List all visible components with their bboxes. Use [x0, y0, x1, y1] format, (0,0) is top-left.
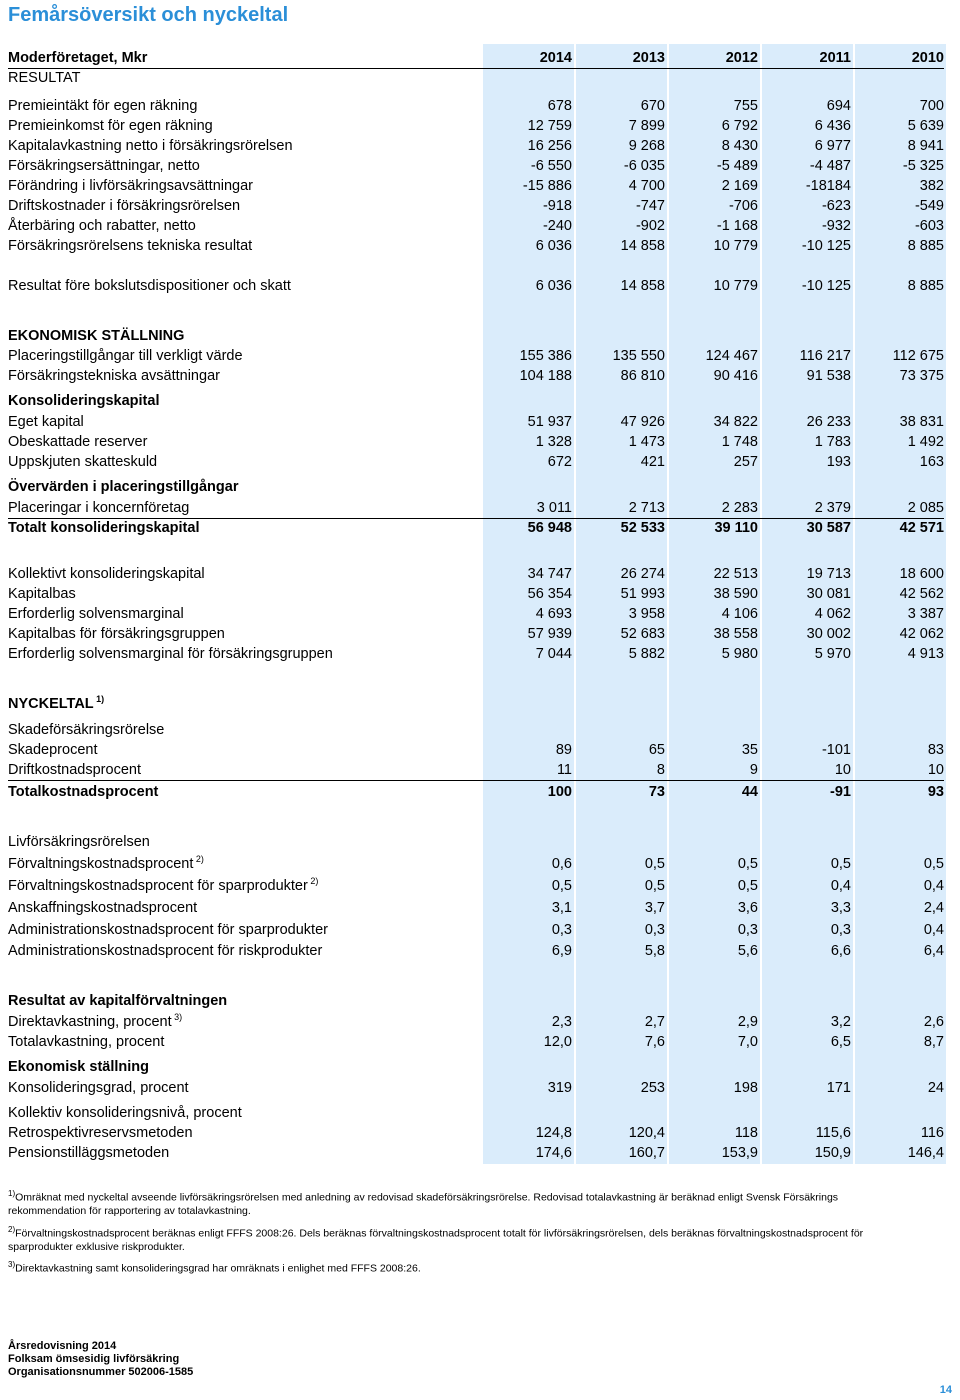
row-label: Försäkringsrörelsens tekniska resultat	[8, 238, 253, 254]
value-cell: 5,6	[737, 943, 758, 959]
value-cell: -6 550	[530, 158, 572, 174]
value-cell: 3,3	[830, 900, 851, 916]
value-cell: 26 274	[620, 566, 665, 582]
value-cell: 1 783	[814, 434, 851, 450]
value-cell: 12 759	[527, 118, 572, 134]
row-label: Försäkringstekniska avsättningar	[8, 368, 220, 384]
value-cell: -902	[635, 218, 665, 234]
value-cell: -10 125	[801, 238, 851, 254]
table-row	[8, 694, 944, 714]
value-cell: 2 169	[721, 178, 758, 194]
value-cell: 0,5	[737, 856, 758, 872]
footnote-ref: 2)	[307, 876, 319, 887]
value-cell: 0,3	[644, 922, 665, 938]
value-cell: -932	[821, 218, 851, 234]
value-cell: 118	[734, 1125, 758, 1141]
row-label: Placeringar i koncernföretag	[8, 500, 190, 516]
value-cell: 0,4	[923, 922, 944, 938]
row-label: Konsolideringsgrad, procent	[8, 1080, 189, 1096]
value-cell: 8 885	[907, 238, 944, 254]
footnote-text: Förvaltningskostnadsprocent beräknas enligt FFFS 2008:26. Dels beräknas förvaltningskostnadsprocent totalt för livförsäkringsrörelsen, dels beräknas förvaltningskostnadsprocent för sparprodukter exklusive riskprodukter.	[8, 1227, 864, 1253]
row-label: Förändring i livförsäkringsavsättningar	[8, 178, 253, 194]
row-label: Retrospektivreservsmetoden	[8, 1125, 193, 1141]
row-label: Direktavkastning, procent $^{3)}$	[8, 1012, 183, 1030]
row-label: Administrationskostnadsprocent för riskprodukter	[8, 943, 323, 959]
value-cell: 8 885	[907, 278, 944, 294]
value-cell: 47 926	[620, 414, 665, 430]
value-cell: 116	[920, 1125, 944, 1141]
value-cell: 6,4	[923, 943, 944, 959]
value-cell: -6 035	[623, 158, 665, 174]
value-cell: 116 217	[799, 348, 851, 364]
row-label: Livförsäkringsrörelsen	[8, 834, 150, 850]
row-label: Skadeförsäkringsrörelse	[8, 722, 165, 738]
value-cell: 52 533	[620, 520, 665, 536]
row-label: Konsolideringskapital	[8, 393, 160, 409]
value-cell: 319	[547, 1080, 572, 1096]
footnote-ref: 1)	[93, 694, 105, 705]
value-cell: 0,3	[830, 922, 851, 938]
table-row	[8, 854, 944, 874]
value-cell: -10 125	[801, 278, 851, 294]
row-label: RESULTAT	[8, 70, 81, 86]
value-cell: 4 700	[628, 178, 665, 194]
row-label: Totalkostnadsprocent	[8, 784, 159, 800]
value-cell: 670	[640, 98, 665, 114]
table-row	[8, 1103, 944, 1123]
value-cell: 6,6	[830, 943, 851, 959]
table-row	[8, 498, 944, 519]
value-cell: 160,7	[628, 1145, 665, 1161]
value-cell: 91 538	[806, 368, 851, 384]
value-cell: -91	[830, 784, 851, 800]
table-row	[8, 1143, 944, 1163]
value-cell: -18184	[805, 178, 851, 194]
value-cell: 155 386	[519, 348, 572, 364]
value-cell: 26 233	[806, 414, 851, 430]
footnote-text: Omräknat med nyckeltal avseende livförsäkringsrörelsen med anledning av redovisad skadeförsäkringsrörelse. Redovisad totalavkastning är beräknad enligt Svensk Försäkrings rekommendation för rapportering av totalavkastning.	[8, 1191, 839, 1217]
value-cell: 51 937	[527, 414, 572, 430]
value-cell: 3,1	[551, 900, 572, 916]
value-cell: 174,6	[535, 1145, 572, 1161]
table-row	[8, 156, 944, 176]
value-cell: -1 168	[716, 218, 758, 234]
table-row	[8, 760, 944, 781]
table-row	[8, 564, 944, 584]
footnote-mark: 3)	[8, 1260, 16, 1269]
value-cell: 678	[547, 98, 572, 114]
value-cell: 30 002	[806, 626, 851, 642]
value-cell: 700	[919, 98, 944, 114]
value-cell: 0,5	[644, 878, 665, 894]
row-label: Erforderlig solvensmarginal	[8, 606, 184, 622]
table-row	[8, 1057, 944, 1077]
table-row	[8, 116, 944, 136]
value-cell: 12,0	[543, 1034, 572, 1050]
imprint-line: Organisationsnummer 502006-1585	[8, 1366, 194, 1378]
row-label: Kapitalbas	[8, 586, 76, 602]
value-cell: 2 283	[721, 500, 758, 516]
value-cell: 2,3	[551, 1014, 572, 1030]
value-cell: 10 779	[713, 278, 758, 294]
table-row	[8, 584, 944, 604]
table-row	[8, 276, 944, 296]
value-cell: 52 683	[620, 626, 665, 642]
value-cell: 2,7	[644, 1014, 665, 1030]
value-cell: 10	[927, 762, 944, 778]
value-cell: -240	[542, 218, 572, 234]
value-cell: 120,4	[628, 1125, 665, 1141]
table-row	[8, 782, 944, 802]
value-cell: 42 571	[899, 520, 944, 536]
year-header: 2014	[539, 50, 572, 66]
table-row	[8, 832, 944, 852]
value-cell: -706	[728, 198, 758, 214]
value-cell: 694	[826, 98, 851, 114]
value-cell: 83	[927, 742, 944, 758]
value-cell: 8,7	[923, 1034, 944, 1050]
value-cell: 6,5	[830, 1034, 851, 1050]
table-row	[8, 326, 944, 346]
imprint-line: Årsredovisning 2014	[8, 1340, 117, 1352]
value-cell: 39 110	[714, 520, 758, 536]
row-label: Övervärden i placeringstillgångar	[8, 479, 239, 495]
value-cell: 1 748	[721, 434, 758, 450]
value-cell: 672	[547, 454, 572, 470]
table-row	[8, 48, 944, 68]
value-cell: 2 379	[814, 500, 851, 516]
value-cell: 65	[648, 742, 665, 758]
value-cell: 90 416	[713, 368, 758, 384]
row-label: Kapitalavkastning netto i försäkringsrörelsen	[8, 138, 293, 154]
table-row	[8, 1123, 944, 1143]
footnote	[8, 1258, 913, 1276]
table-row	[8, 68, 944, 88]
value-cell: 7 044	[535, 646, 572, 662]
row-label: Driftskostnader i försäkringsrörelsen	[8, 198, 241, 214]
value-cell: 14 858	[620, 238, 665, 254]
row-label: Erforderlig solvensmarginal för försäkringsgruppen	[8, 646, 333, 662]
value-cell: 5,8	[644, 943, 665, 959]
table-row	[8, 920, 944, 940]
value-cell: -747	[635, 198, 665, 214]
value-cell: 35	[741, 742, 758, 758]
value-cell: 0,3	[737, 922, 758, 938]
year-header: 2012	[725, 50, 758, 66]
value-cell: 4 693	[535, 606, 572, 622]
table-row	[8, 740, 944, 760]
row-label: EKONOMISK STÄLLNING	[8, 328, 185, 344]
row-label: Kollektiv konsolideringsnivå, procent	[8, 1105, 242, 1121]
table-row	[8, 236, 944, 256]
row-label: Skadeprocent	[8, 742, 98, 758]
row-label: Pensionstilläggsmetoden	[8, 1145, 170, 1161]
row-label: Kollektivt konsolideringskapital	[8, 566, 205, 582]
row-label: Moderföretaget, Mkr	[8, 50, 148, 66]
page-title: Femårsöversikt och nyckeltal	[8, 4, 289, 26]
row-label: Resultat före bokslutsdispositioner och skatt	[8, 278, 291, 294]
row-label: Obeskattade reserver	[8, 434, 148, 450]
value-cell: 3,7	[644, 900, 665, 916]
value-cell: 24	[927, 1080, 944, 1096]
footnote	[8, 1187, 913, 1218]
table-row	[8, 518, 944, 538]
row-label: Anskaffningskostnadsprocent	[8, 900, 198, 916]
value-cell: 8 430	[721, 138, 758, 154]
value-cell: 8	[656, 762, 665, 778]
value-cell: 5 980	[721, 646, 758, 662]
value-cell: 0,5	[644, 856, 665, 872]
row-label: Placeringstillgångar till verkligt värde	[8, 348, 243, 364]
table-row	[8, 604, 944, 624]
value-cell: 42 562	[899, 586, 944, 602]
table-row	[8, 391, 944, 411]
table-row	[8, 432, 944, 452]
footnote-ref: 3)	[171, 1012, 183, 1023]
value-cell: -15 886	[522, 178, 572, 194]
row-label: Förvaltningskostnadsprocent för sparprodukter $^{2)}$	[8, 876, 319, 894]
footnote-text: Direktavkastning samt konsolideringsgrad har omräknats i enlighet med FFFS 2008:26.	[15, 1262, 421, 1275]
footnote-ref: 2)	[193, 854, 204, 865]
value-cell: 86 810	[620, 368, 665, 384]
value-cell: 171	[826, 1080, 851, 1096]
value-cell: 19 713	[806, 566, 851, 582]
value-cell: 3 958	[628, 606, 665, 622]
value-cell: 14 858	[620, 278, 665, 294]
value-cell: 124,8	[535, 1125, 572, 1141]
value-cell: 38 558	[713, 626, 758, 642]
value-cell: 0,5	[923, 856, 944, 872]
value-cell: 382	[919, 178, 944, 194]
value-cell: 38 831	[899, 414, 944, 430]
value-cell: 51 993	[620, 586, 665, 602]
value-cell: 9	[749, 762, 758, 778]
value-cell: 104 188	[519, 368, 572, 384]
value-cell: 3,2	[830, 1014, 851, 1030]
value-cell: 34 822	[713, 414, 758, 430]
row-label: Resultat av kapitalförvaltningen	[8, 993, 228, 1009]
value-cell: 0,5	[551, 878, 572, 894]
value-cell: -549	[914, 198, 944, 214]
row-label: Administrationskostnadsprocent för sparprodukter	[8, 922, 328, 938]
value-cell: 56 948	[527, 520, 572, 536]
row-label: Förvaltningskostnadsprocent $^{2)}$	[8, 854, 204, 872]
value-cell: 0,4	[923, 878, 944, 894]
value-cell: 421	[640, 454, 665, 470]
footnote	[8, 1223, 913, 1254]
value-cell: -918	[542, 198, 572, 214]
table-row	[8, 346, 944, 366]
footnote-mark: 1)	[8, 1189, 16, 1198]
value-cell: 6,9	[551, 943, 572, 959]
value-cell: 3,6	[737, 900, 758, 916]
value-cell: 4 913	[907, 646, 944, 662]
table-row	[8, 941, 944, 961]
value-cell: 4 106	[721, 606, 758, 622]
value-cell: 44	[741, 784, 758, 800]
value-cell: 16 256	[527, 138, 572, 154]
value-cell: 10	[834, 762, 851, 778]
value-cell: 163	[919, 454, 944, 470]
value-cell: -623	[821, 198, 851, 214]
value-cell: 193	[826, 454, 851, 470]
value-cell: 89	[555, 742, 572, 758]
value-cell: 5 970	[814, 646, 851, 662]
value-cell: 42 062	[899, 626, 944, 642]
value-cell: 1 473	[628, 434, 665, 450]
table-row	[8, 720, 944, 740]
value-cell: 10 779	[713, 238, 758, 254]
row-label: Uppskjuten skatteskuld	[8, 454, 158, 470]
table-row	[8, 624, 944, 644]
value-cell: 73 375	[899, 368, 944, 384]
value-cell: 22 513	[713, 566, 758, 582]
value-cell: 112 675	[892, 348, 944, 364]
value-cell: 115,6	[815, 1125, 851, 1141]
value-cell: 146,4	[907, 1145, 944, 1161]
year-header: 2013	[632, 50, 665, 66]
table-row	[8, 898, 944, 918]
value-cell: 1 492	[907, 434, 944, 450]
page-number: 14	[939, 1384, 952, 1396]
footnote-mark: 2)	[8, 1225, 16, 1234]
table-row	[8, 452, 944, 472]
value-cell: 6 792	[721, 118, 758, 134]
value-cell: 6 436	[814, 118, 851, 134]
value-cell: 150,9	[814, 1145, 851, 1161]
table-row	[8, 644, 944, 664]
table-row	[8, 876, 944, 896]
value-cell: 2 085	[907, 500, 944, 516]
row-label: Driftkostnadsprocent	[8, 762, 141, 778]
value-cell: 7,0	[737, 1034, 758, 1050]
value-cell: 1 328	[535, 434, 572, 450]
value-cell: 4 062	[814, 606, 851, 622]
table-row	[8, 96, 944, 116]
table-row	[8, 1032, 944, 1052]
value-cell: 6 977	[814, 138, 851, 154]
table-row	[8, 366, 944, 386]
table-row	[8, 1078, 944, 1098]
row-label: Premieinkomst för egen räkning	[8, 118, 213, 134]
row-label: Totalt konsolideringskapital	[8, 520, 200, 536]
value-cell: 153,9	[721, 1145, 758, 1161]
value-cell: 3 387	[907, 606, 944, 622]
value-cell: 2,4	[923, 900, 944, 916]
value-cell: 755	[733, 98, 758, 114]
value-cell: 57 939	[527, 626, 572, 642]
table-row	[8, 1012, 944, 1032]
row-label: Ekonomisk ställning	[8, 1059, 149, 1075]
value-cell: 56 354	[527, 586, 572, 602]
value-cell: -101	[821, 742, 851, 758]
value-cell: 0,6	[551, 856, 572, 872]
value-cell: 2,9	[737, 1014, 758, 1030]
table-row	[8, 216, 944, 236]
value-cell: 30 081	[806, 586, 851, 602]
value-cell: 8 941	[907, 138, 944, 154]
value-cell: 5 639	[907, 118, 944, 134]
row-label: Totalavkastning, procent	[8, 1034, 165, 1050]
value-cell: 0,5	[737, 878, 758, 894]
value-cell: 124 467	[705, 348, 758, 364]
row-label: Kapitalbas för försäkringsgruppen	[8, 626, 225, 642]
value-cell: 93	[927, 784, 944, 800]
imprint	[8, 1340, 193, 1379]
row-label: NYCKELTAL $^{1)}$	[8, 694, 105, 712]
value-cell: 6 036	[535, 238, 572, 254]
value-cell: 0,4	[830, 878, 851, 894]
table-row	[8, 196, 944, 216]
value-cell: 2,6	[923, 1014, 944, 1030]
value-cell: 11	[556, 762, 572, 778]
value-cell: 7 899	[628, 118, 665, 134]
value-cell: 30 587	[806, 520, 851, 536]
value-cell: 257	[733, 454, 758, 470]
value-cell: 0,3	[551, 922, 572, 938]
year-header: 2010	[911, 50, 944, 66]
value-cell: -5 489	[716, 158, 758, 174]
row-label: Försäkringsersättningar, netto	[8, 158, 200, 174]
value-cell: 135 550	[612, 348, 665, 364]
row-label: Eget kapital	[8, 414, 84, 430]
value-cell: 6 036	[535, 278, 572, 294]
table-row	[8, 176, 944, 196]
value-cell: 3 011	[536, 500, 572, 516]
value-cell: 38 590	[713, 586, 758, 602]
value-cell: 5 882	[628, 646, 665, 662]
value-cell: 2 713	[628, 500, 665, 516]
value-cell: -4 487	[809, 158, 851, 174]
value-cell: 7,6	[644, 1034, 665, 1050]
value-cell: -5 325	[902, 158, 944, 174]
value-cell: 253	[640, 1080, 665, 1096]
value-cell: 73	[648, 784, 665, 800]
year-header: 2011	[819, 50, 851, 66]
value-cell: 34 747	[527, 566, 572, 582]
table-row	[8, 991, 944, 1011]
value-cell: -603	[914, 218, 944, 234]
value-cell: 18 600	[899, 566, 944, 582]
row-label: Premieintäkt för egen räkning	[8, 98, 198, 114]
table-row	[8, 136, 944, 156]
value-cell: 198	[733, 1080, 758, 1096]
value-cell: 100	[547, 784, 572, 800]
row-label: Återbäring och rabatter, netto	[8, 218, 196, 234]
value-cell: 0,5	[830, 856, 851, 872]
imprint-line: Folksam ömsesidig livförsäkring	[8, 1353, 180, 1365]
table-row	[8, 477, 944, 497]
table-row	[8, 412, 944, 432]
value-cell: 9 268	[628, 138, 665, 154]
